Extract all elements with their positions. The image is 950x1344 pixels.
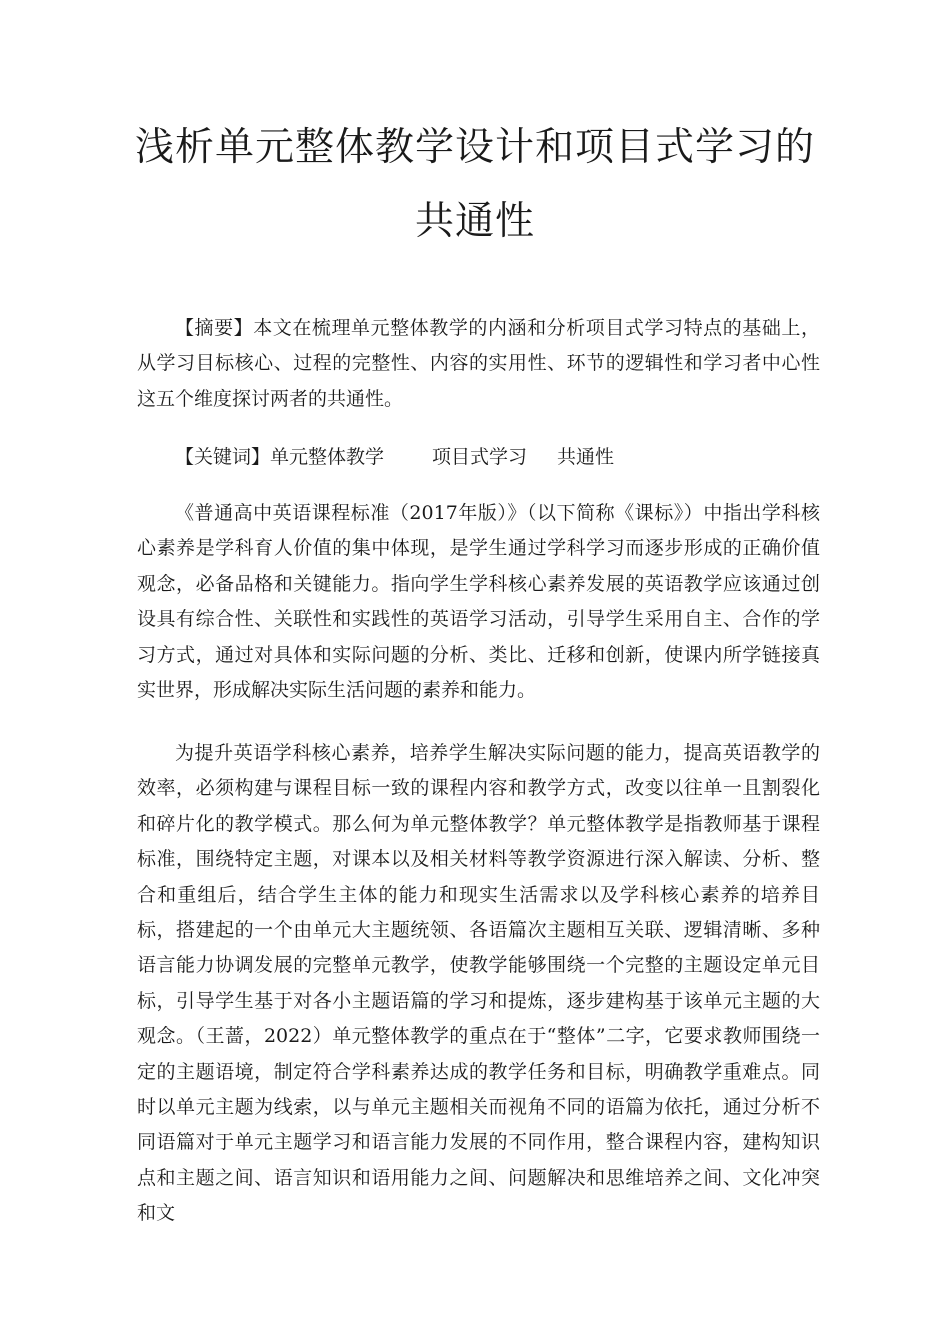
abstract-paragraph: 【摘要】本文在梳理单元整体教学的内涵和分析项目式学习特点的基础上，从学习目标核心、过程的完整性、内容的实用性、环节的逻辑性和学习者中心性这五个维度探讨两者的共通性。 bbox=[137, 317, 820, 410]
keyword-item: 项目式学习 bbox=[432, 446, 528, 468]
keywords-label: 【关键词】 bbox=[175, 446, 271, 468]
document-title-line-2: 共通性 bbox=[414, 199, 535, 244]
keyword-item: 单元整体教学 bbox=[270, 446, 385, 468]
keywords-line bbox=[137, 440, 820, 475]
keyword-item: 共通性 bbox=[557, 446, 615, 468]
body-paragraph: 为提升英语学科核心素养，培养学生解决实际问题的能力，提高英语教学的效率，必须构建与课程目标一致的课程内容和教学方式，改变以往单一且割裂化和碎片化的教学模式。那么何为单元整体教学？单元整体教学是指教师基于课程标准，围绕特定主题，对课本以及相关材料等教学资源进行深入解读、分析、整合和重组后，结合学生主体的能力和现实生活需求以及学科核心素养的培养目标，搭建起的一个由单元大主题统领、各语篇次主题相互关联、逻辑清晰、多种语言能力协调发展的完整单元教学，使教学能够围绕一个完整的主题设定单元目标，引导学生基于对各小主题语篇的学习和提炼，逐步建构基于该单元主题的大观念。（王蔷，2022）单元整体教学的重点在于“整体”二字，它要求教师围绕一定的主题语境，制定符合学科素养达成的教学任务和目标，明确教学重难点。同时以单元主题为线索，以与单元主题相关而视角不同的语篇为依托，通过分析不同语篇对于单元主题学习和语言能力发展的不同作用，整合课程内容，建构知识点和主题之间、语言知识和语用能力之间、问题解决和思维培养之间、文化冲突和文 bbox=[137, 742, 820, 1225]
body-paragraph: 《普通高中英语课程标准（2017年版）》（以下简称《课标》）中指出学科核心素养是学科育人价值的集中体现，是学生通过学科学习而逐步形成的正确价值观念，必备品格和关键能力。指向学生学科核心素养发展的英语教学应该通过创设具有综合性、关联性和实践性的英语学习活动，引导学生采用自主、合作的学习方式，通过对具体和实际问题的分析、类比、迁移和创新，使课内所学链接真实世界，形成解决实际生活问题的素养和能力。 bbox=[137, 502, 820, 702]
document-title-line-1: 浅析单元整体教学设计和项目式学习的 bbox=[134, 125, 815, 170]
